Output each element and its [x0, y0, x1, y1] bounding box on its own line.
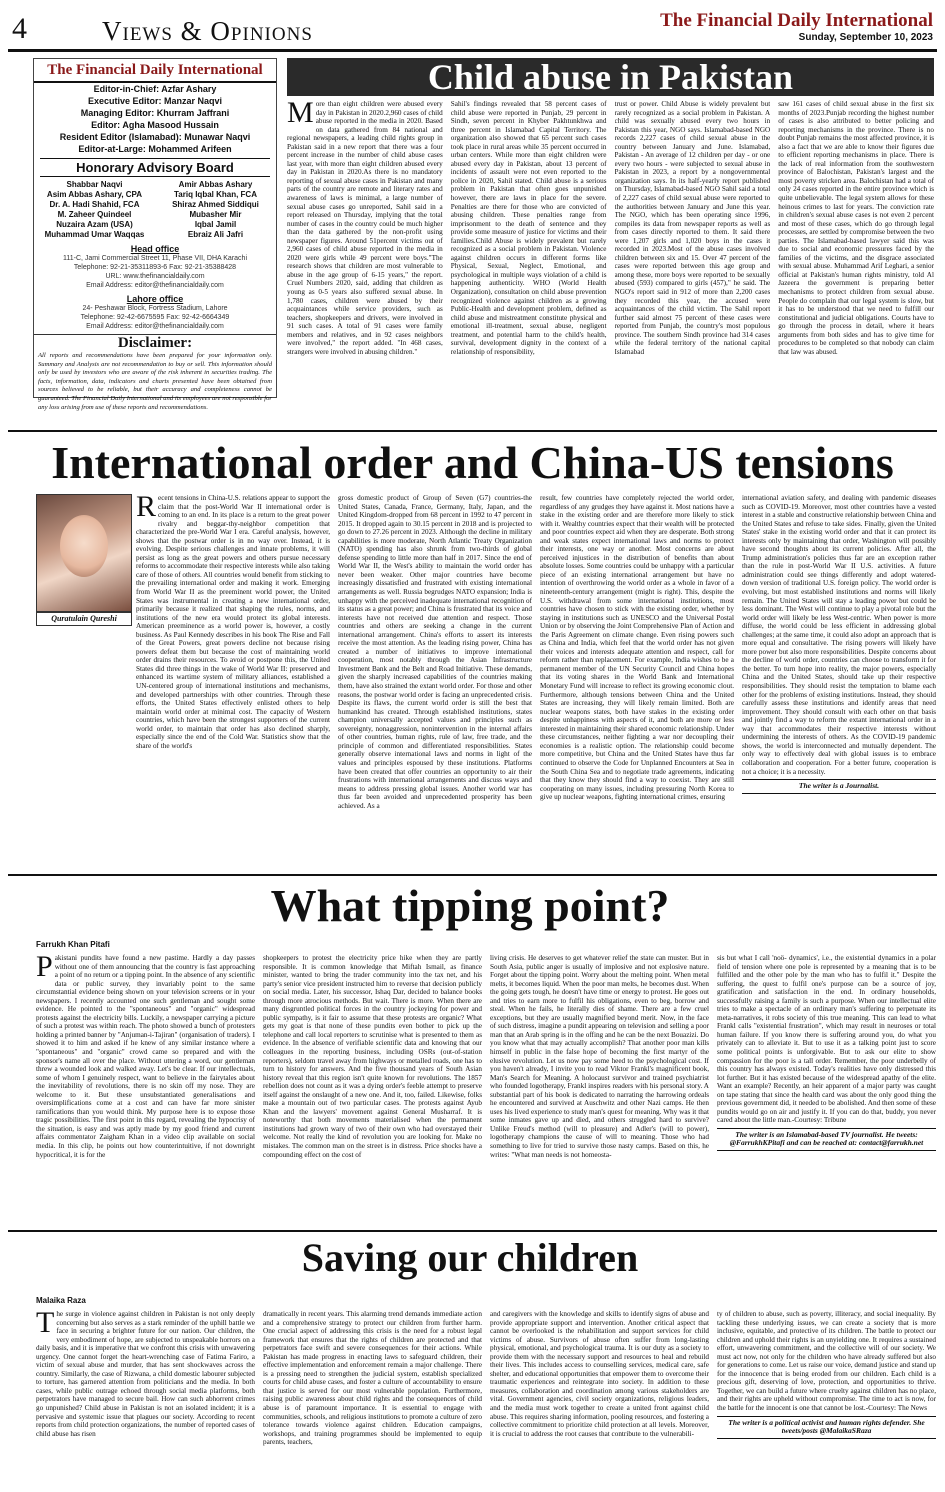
lahore-office-title: Lahore office [126, 294, 184, 304]
advisory-board-left [34, 180, 155, 240]
head-office-phone: Telephone: 92-21-35311893-6 Fax: 92-21-35388428 [73, 264, 237, 271]
board-member: Nuzaira Azam (USA) [56, 220, 133, 229]
staff-line: Editor-at-Large: Mohammed Arifeen [78, 144, 232, 154]
dropcap: M [287, 100, 314, 129]
board-member: Iqbal Jamil [194, 220, 237, 229]
board-member: Shabbar Naqvi [66, 180, 123, 189]
article2-col4-text: international aviation safety, and dealing with pandemic diseases such as COVID-19. Moreover, most other countries have a vested interest in a stable and constructive relationship between China and the United States and refuse to take sides. Finally, given the United States' stake in the existing world order and that it can protect its interests only by maintaining that order, Washington will possibly have second thoughts about its current policies. After all, the Trump administration's policies thus far are an exception rather than the rule in post-World War II U.S. activities. A future administration could see things differently and adopt watered-down version of traditional U.S. foreign policy. The world order is evolving, but most established institutions and norms will likely remain. The United States will stay a leading power but could be less dominant. The West will continue to play a pivotal role but the world order will likely be less West-centric. When power is more diffuse, the world could be less efficient in addressing global challenges; at the same time, it could also adopt an approach that is more equal and consultative. The rising powers will likely have more power but also more responsibilities. Despite concerns about the decline of world order, countries can choose to transform it for the better. To turn hope into reality, the major powers, especially China and the United States, should take up their respective responsibilities. They should resist the temptation to blame each other for the problems of existing institutions. Instead, they should carefully assess these institutions and identify areas that need improvement. They should consult with each other on that basis and jointly find a way to reform the extant international order in a way that accommodates their respective interests without undermining the interests of others. As the COVID-19 pandemic shows, the world is interconnected and mutually dependent. The only way to effectively deal with global issues is to embrace collaboration and cooperation. For a better future, cooperation is not a choice; it is a necessity. [742, 494, 936, 776]
article1-col2-text: Sahil's findings revealed that 58 percent cases of child abuse were reported in Punjab, 29 percent in Sindh, seven percent in Khyber Pakhtunkhwa and three percent in Islamabad Capital Territory. The organization also showed that 65 percent such cases took place in rural areas while 35 percent occurred in urban centers. While more than eight children were abused every day in Pakistan, about 13 percent of incidents of assault were not even reported to the police in 2020, Sahil stated. Child abuse is a serious problem in Pakistan that often goes unpunished however, there are laws in place for the severe. Penalties are there for those who are convicted of abusing children. These penalties range from imprisonment to the death of sentence and they provide some measure of justice for victims and their families.Child Abuse is widely prevalent but rarely recognized as a social problem in Pakistan. Violence against children occurs in different forms like Physical, Sexual, Neglect, Emotional, and psychological in multiple ways violation of a child is happening authenticity. WHO (World Health Organization), consultation on child abuse prevention recognized violence against children as a growing Public-Health and development problem, defined as child abuse and mistreatment constitute physical and emotional ill-treatment, sexual abuse, negligent treatment, and potential harm to the child's health, survival, development dignity in the context of a relationship of responsibility, [450, 100, 607, 356]
article3-column [717, 954, 936, 1226]
lahore-office-phone: Telephone: 92-42-6675595 Fax: 92-42-6664349 [80, 314, 230, 321]
writer-credit: The writer is a Journalist. [742, 779, 936, 794]
article3-col3-text: living crisis. He deserves to get whatever relief the state can muster. But in South Asia, public anger is usually of implosive and not explosive nature. Forget about the tipping point. Worry about the melting point. When metal melts, it becomes liquid. When the poor man melts, he becomes dust. When the going gets tough, he doesn't have time or energy to protest. He goes out and tries to earn more to fulfil his obligations, even to beg, borrow and steal. When he fails, he literally dies of shame. There are a few cruel exceptions, but they are usually magnified beyond merit. Now, in the face of such distress, imagine a pundit appearing on television and selling a poor man that an Arab spring is in the offing and he can be the next Bouazizi. Do you know what that may actually accomplish? That another poor man kills himself in public in the false hope of becoming the first martyr of the elusive revolution. Let us now pay some heed to the psychological cost. If you haven't already, I invite you to read Viktor Frankl's magnificent book, Man's Search for Meaning. A holocaust survivor and trained psychiatrist who founded logotherapy, Frankl inspires readers with his personal story. A substantial part of his book is dedicated to narrating the harrowing ordeals he encountered and survived at Auschwitz and other Nazi camps. He then uses his lived experience to study man's quest for meaning. Why was it that some inmates gave up and died, and others struggled hard to survive? Unlike Freud's method (will to pleasure) and Adler's (will to power), logotherapy champions the cause of will to meaning. Those who had something to live for tried to survive those nasty camps. Based on this, he writes: "What man needs is not homeosta- [490, 954, 709, 1159]
dropcap: P [36, 954, 53, 983]
board-member: Amir Abbas Ashary [178, 180, 253, 189]
article1-col3-text: trust or power. Child Abuse is widely prevalent but rarely recognized as a social problem in Pakistan. A child was sexually abused every two hours in Pakistan this year, NGO says. Islamabad-based NGO records 2,227 cases of child sexual abuse in the country between January and June. Islamabad, Pakistan - An average of 12 children per day - or one every two hours - were subjected to sexual abuse in Pakistan in 2023, a report by a nongovernmental organization says. In its half-yearly report published on Thursday, Islamabad-based NGO Sahil said a total of 2,227 cases of child sexual abuse were reported to the authorities between January and June this year. The NGO, which has been operating since 1996, compiles its data from newspaper reports as well as from cases directly reported to them. It said there were 1,207 girls and 1,020 boys in the cases it recorded in 2023.Most of the abuse cases involved children between six and 15. Over 47 percent of the cases were reported between this age group and among these, more boys were reported to be sexually abused (593) compared to girls (457)," he said. The NGO's report said in 912 of more than 2,200 cases they recorded this year, the accused were acquaintances of the child victim. The Sahil report further said almost 75 percent of these cases were reported from Punjab, the country's most populous province. The southern Sindh province had 314 cases while the federal territory of the national capital Islamabad [614, 100, 771, 356]
staff-line: Editor-in-Chief: Azfar Ashary [93, 84, 217, 94]
section-divider [8, 430, 937, 432]
masthead-title: The Financial Daily International [34, 59, 276, 83]
article4-column [717, 1310, 936, 1486]
head-office-address: 111-C, Jami Commercial Street 11, Phase VII, DHA Karachi [62, 255, 247, 262]
article2-headline: International order and China-US tensions [51, 437, 894, 488]
article3-headline: What tipping point? [270, 880, 670, 931]
article2-column [742, 494, 936, 868]
board-member: Muhammad Umar Waqqas [44, 230, 145, 239]
article1-column [778, 100, 934, 426]
disclaimer-text: All reports and recommendations have been prepared for your information only. Summary and Analysis are not recommendation to buy or sell. This information should only be used by investors who are aware of the risk inherent in securities trading. The facts, information, data, indicators and charts presented have been obtained from sources believed to be reliable, but their accuracy and completeness cannot be guaranteed. The Financial Daily International and its employees are not responsible for any loss arising from use of these reports and recommendations. [38, 352, 272, 411]
board-member: Tariq Iqbal Khan, FCA [174, 190, 257, 199]
dropcap: R [136, 494, 157, 523]
article1-body [287, 100, 934, 426]
article4-col1-text: he surge in violence against children in Pakistan is not only deeply concerning but also serves as a stark reminder of the uphill battle we face in securing a brighter future for our nation. Our children, the very embodiment of hope, are subjected to unspeakable horrors on a daily basis, and it is imperative that we confront this crisis with unwavering urgency. One cannot forget the heart-wrenching case of Fatima Fariro, a victim of sexual abuse and murder, that has sent shockwaves across the country. Similarly, the case of Rizwana, a child domestic labourer subjected to torture, has garnered attention from politicians and the media. In both cases, while public outrage echoed through social media platforms, both perpetrators have managed to secure bail. How can such abhorrent crimes go unpunished? Child abuse in Pakistan is not an isolated incident; it is a pervasive and systemic issue that plagues our society. According to recent reports from child protection organizations, the number of reported cases of child abuse has risen [36, 1310, 255, 1438]
article2-col1-text: ecent tensions in China-U.S. relations appear to support the claim that the post-World War II international order is coming to an end. In its place is a return to the great power rivalry and beggar-thy-neighbor competition that characterized the pre-World War I era. Careful analysis, however, shows that the postwar order is in no way over. Instead, it is evolving. Despite serious challenges and innate problems, it will persist as long as the great powers and others pursue necessary reforms to accommodate their respective interests while also taking care of those of others. All countries would benefit from sticking to the prevailing international order and making it work. Emerging from World War II as the preeminent world power, the United States was instrumental in creating a new international order, primarily because it realized that shaping the rules, norms, and institutions of the new era would protect its global interests. American preeminence as a world power is, however, a costly business. As Paul Kennedy describes in his book The Rise and Fall of the Great Powers, great powers decline not because rising powers defeat them but because the cost of maintaining world order drains their resources. To avoid or postpone this, the United States did three things in the wake of World War II: preserved and enhanced its wartime system of military alliances, established a UN-centered group of international institutions and mechanisms, and developed partnerships with other countries. Through these efforts, the United States effectively enlisted others to help maintain world order at minimal cost. The capacity of Western countries, which have been the strongest supporters of the current world order, to maintain that order has also declined sharply, especially since the end of the Cold War. Statistics show that the share of the world's [136, 494, 330, 750]
author-caption: Quratulain Qureshi [36, 612, 132, 626]
article3-byline: Farrukh Khan Pitafi [36, 940, 110, 949]
staff-line: Executive Editor: Manzar Naqvi [87, 96, 223, 106]
board-member: Ebraiz Ali Jafri [187, 230, 244, 239]
advisory-board [34, 180, 276, 240]
advisory-board-title: Honorary Advisory Board [40, 158, 270, 177]
staff-line: Editor: Agha Masood Hussain [91, 120, 219, 130]
article4-headline: Saving our children [301, 1235, 639, 1280]
board-member: Mubasher Mir [189, 210, 242, 219]
page-number: 4 [12, 12, 27, 45]
masthead-box [33, 58, 277, 411]
board-member: Shiraz Ahmed Siddiqui [172, 200, 259, 209]
section-divider [8, 874, 937, 876]
article3-col4-text: sis but what I call 'noö- dynamics', i.e., the existential dynamics in a polar field of tension where one pole is represented by a meaning that is to be fulfilled and the other pole by the man who has to fulfil it." Despite the suffering, the quest to fulfil one's purpose can be a source of joy, gratification and satisfaction in the end. In ordinary households, successfully raising a family is such a purpose. When our intellectual elite tries to make a spectacle of an ordinary man's suffering to perpetuate its meta-narratives, it robs society of this true meaning. This can lead to what Frankl calls "existential frustration", which may result in neuroses or total human failure. If you know there is suffering around you, do what you privately can to alleviate it. But to use it as a talking point just to score some political points is unforgivable. But to ask our elite to show compassion for the poor is a tall order. Remember, the poor underbelly of this country has always existed. Today's realities have only distressed this lot further. But it has existed because of the widespread apathy of the elite. Want an example? Recently, an heir apparent of a major party was caught on tape stating that since the health card was about the only good thing the previous government did, it needed to be abolished. And then some of these pundits would go on air and justify it. If you can do that, buddy, you never cared about the little man.-Courtesy: Tribune [717, 954, 936, 1125]
article4-body [36, 1310, 936, 1486]
article1-headline: Child abuse in Pakistan [427, 57, 794, 97]
dropcap: T [36, 1310, 55, 1339]
staff-line: Resident Editor (Islamabad): Munawar Naqvi [59, 132, 251, 142]
staff-line: Managing Editor: Khurram Jaffrani [80, 108, 230, 118]
paper-name: The Financial Daily International [660, 10, 933, 31]
article2-col2-text: gross domestic product of Group of Seven (G7) countries-the United States, Canada, France, Germany, Italy, Japan, and the United Kingdom-dropped from 68 percent in 1992 to 47 percent in 2015. It dropped again to 30.15 percent in 2018 and is projected to go down to 27.26 percent in 2023. Although the decline in military capabilities is more moderate, North Atlantic Treaty Organization (NATO) spending has also shrunk from two-thirds of global defense spending to little more than half in 2017. Since the end of World War II, the West's ability to maintain the world order has never been weaker. Other major countries have become increasingly dissatisfied and frustrated with existing international arrangements as well. Russia begrudges NATO expansion; India is unhappy with the perceived inadequate international recognition of its status as a great power; and China is frustrated that its voice and interests have not received due attention and respect. Those countries and others are seeking a change in the current international arrangement. China's efforts to assert its interests receive the most attention. As the leading rising power, China has created a number of initiatives to improve international cooperation, most notably through the Asian Infrastructure Investment Bank and the Belt and Road Initiative. These demands, given the sharply increased capabilities of the countries making them, have also strained the extant world order. For those and other reasons, the postwar world order is facing an unprecedented crisis. Despite its flaws, the current world order is still the best that humankind has created. Through established institutions, states champion universally accepted values and principles such as sovereignty, nonaggression, nonintervention in the internal affairs of other countries, human rights, rule of law, free trade, and the principle of common and differentiated responsibilities. States generally observe international laws and norms in light of the values and principles espoused by these institutions. Platforms have been created that offer countries an opportunity to air their frustrations with international arrangements and discuss ways and means to address pressing global issues. Another world war has thus far been avoided and unprecedented prosperity has been achieved. As a [338, 494, 532, 810]
article2-column [540, 494, 734, 868]
board-member: Dr. A. Hadi Shahid, FCA [49, 200, 140, 209]
writer-credit: The writer is a political activist and human rights defender. She tweets/posts @MalaikaSRaza [717, 1416, 936, 1439]
head-office-email[interactable]: Email Address: editor@thefinancialdaily.com [86, 282, 224, 289]
article1-col1-text: ore than eight children were abused every day in Pakistan in 2020.2,960 cases of child abuse reported in the media in 2020. Based on data gathered from 84 national and regional newspapers, a leading child rights group in Pakistan said in a new report that there was a four percent increase in the number of child abuse cases last year, with more than eight children abused every day in Pakistan in 2020.As there is no mandatory reporting of sexual abuse cases in Pakistan and many parts of the country are remote and literary rates and awareness of laws is minimal, a large number of sexual abuse cases go unreported, Sahil said in a report released on Thursday, implying that the total number of cases in the country could be much higher than the data gathered by the non-profit using newspaper figures. Around 51percent victims out of 2,960 cases of child abuse reported in the media in 2020 were girls while 49 percent were boys."The research shows that children are most vulnerable to abuse in the age group of 6-15 years," the report. Cruel Numbers 2020, said, adding that children as young as 0-5 years also suffered sexual abuse. In 1,780 cases, children were abused by their acquaintances while service providers, such as teachers, shopkeepers and drivers, were involved in 91 such cases. A total of 91 cases were family members and relatives, and in 92 cases neighbors were involved," the report added. "In 468 cases, strangers were involved in abusing children." [287, 100, 443, 356]
head-office-title: Head office [130, 244, 180, 254]
article3-column [36, 954, 255, 1226]
header-rule [8, 49, 937, 52]
article2-body [36, 494, 936, 868]
article1-column [451, 100, 607, 426]
board-member: Asim Abbas Ashary, CPA [46, 190, 143, 199]
section-title: Views & Opinions [102, 16, 313, 46]
head-office-url[interactable]: URL: www.thefinancialdaily.com [105, 273, 205, 280]
article3-col1-text: akistani pundits have found a new pastime. Hardly a day passes without one of them announcing that the country is fast approaching a point of no return or a tipping point. In the absence of any scientific data or public survey, they invariably point to the same circumstantial evidence being shown on your television screens or in your newspapers. I recently accounted one such gentleman and sought some evidence. He pointed to the "spontaneous" and "organic" widespread protests against the electricity bills. Luckily, a newspaper carrying a picture of such a protest was within reach. The photo showed a bunch of protesters holding a printed banner by "Anjuman-i-Tajiran" (organisation of traders). I showed it to him and asked if he knew of any similar instance where a "spontaneous" and "organic" crowd came so prepared and with the sponsor's name all over the place. Without uttering a word, our gentleman threw a wounded look and walked away. Let's be clear. If our intellectuals, some of whom I genuinely respect, want to believe in the fairytales about the inevitability of revolutions, there is no skin off my nose. They are welcome to it. But these unsubstantiated generalisations and oversimplifications come at a cost and can have far more sinister ramifications than you would think. My purpose here is to expose those tragic possibilities. The first point in this regard, revealing the hypocrisy of the situation, is easy and was aptly made by my good friend and current affairs commentator Zaigham Khan in a video clip available on social media. In this clip, he points out how counterintuitive, if not downright hypocritical, it is for the [36, 954, 255, 1159]
article4-column [263, 1310, 482, 1486]
article4-col4-text: ty of children to abuse, such as poverty, illiteracy, and social inequality. By tackling these underlying issues, we can create a society that is more inclusive, equitable, and protective of its children. The battle to protect our children and uphold their rights is an unyielding one. It requires a sustained effort, unwavering commitment, and the collective will of our society. We must act now, not only for the children who have already suffered but also for generations to come. Let us raise our voice, demand justice and stand up for the innocence that is being eroded from our children. Each child is a precious gift, deserving of love, protection, and opportunities to thrive. Together, we can build a future where cruelty against children has no place, and their rights are upheld without compromise. The time to act is now, for the battle for the innocent is one that cannot be lost.-Courtesy: The News [717, 1310, 936, 1413]
disclaimer-title: Disclaimer: [34, 334, 276, 352]
article3-column [263, 954, 482, 1226]
article4-col2-text: dramatically in recent years. This alarming trend demands immediate action and a comprehensive strategy to protect our children from further harm. One crucial aspect of addressing this crisis is the need for a robust legal framework that ensures that the rights of children are protected and that perpetrators face swift and severe consequences for their actions. While Pakistan has made progress in enacting laws to safeguard children, their effective implementation and enforcement remain a major challenge. There is a pressing need to strengthen the judicial system, establish specialized courts for child abuse cases, and foster a culture of accountability to ensure that justice is served for our most vulnerable population. Furthermore, raising public awareness about child rights and the consequences of child abuse is of paramount importance. It is essential to engage with communities, schools, and religious institutions to promote a culture of zero tolerance towards violence against children. Education campaigns, workshops, and training programmes should be implemented to equip parents, teachers, [263, 1310, 482, 1447]
writer-credit: The writer is an Islamabad-based TV journalist. He tweets: @FarrukhKPitafi and can be reached at: contact@farrukh.net [717, 1128, 936, 1151]
publication-date: Sunday, September 10, 2023 [798, 32, 933, 43]
article4-column [36, 1310, 255, 1486]
article2-col3-text: result, few countries have completely rejected the world order, regardless of any grudges they have against it. Most nations have a stake in the existing order and are therefore more likely to stick with it. Wealthy countries expect that their wealth will be protected and poor countries expect aid when they are desperate. Both strong and weak states expect international laws and norms to protect their interests, one way or another. Most concerns are about perceived injustices in the distribution of benefits than about absolute losses. Some countries could be unhappy with a particular piece of an existing international arrangement but have no intention of overthrowing the world order as a whole in favor of a nineteenth-century arrangement (might is right). This, despite the U.S. withdrawal from some international institutions, most countries have chosen to stick with the existing order, whether by staying in institutions such as UNESCO and the Universal Postal Union or by observing the Joint Comprehensive Plan of Action and the Paris Agreement on climate change. Even rising powers such as China and India, which feel that the world order has not given their voices and interests adequate attention and respect, call for reform rather than replacement. For example, India wishes to be a permanent member of the UN Security Council and China hopes that its voting shares in the World Bank and International Monetary Fund will increase to reflect its growing economic clout. Furthermore, although tensions between China and the United States are increasing, they will likely remain limited. Both are nuclear weapons states, both have stakes in the existing order despite unhappiness with aspects of it, and both are more or less interested in maintaining their shared economic relationship. Under these circumstances, neither fighting a war nor decoupling their economies is a realistic option. The relationship could become more competitive, but China and the United States have thus far continued to observe the Code for Unplanned Encounters at Sea in the South China Sea and to negotiate trade agreements, indicating that they know they should find a way to coexist. They are still cooperating on many issues, including pressuring North Korea to give up nuclear weapons, fighting international crimes, ensuring [540, 494, 734, 802]
article1-col4-text: saw 161 cases of child sexual abuse in the first six months of 2023.Punjab recording the highest number of cases is also attributed to better policing and reporting mechanisms in the province. There is no doubt Punjab remains the most affected province, it is also a fact that we are able to know their figures due to efficient reporting mechanisms in place. There is the lack of real information from the southwestern province of Balochistan, Pakistan's largest and the most poverty stricken area. Balochistan had a total of only 24 cases reported in the entire province which is quite unbelievable. The legal system allows for these heinous crimes to last for years. The conviction rate in children's sexual abuse cases is not even 2 percent and most of these cases, which do go through legal processes, are settled by compromise between the two parties. The Islamabad-based lawyer said this was due to social and economic pressures faced by the families of the victims, and the disgrace associated with sexual abuse. Muhammad Arif Leghari, a senior official at Pakistan's human rights ministry, told Al Jazeera the government is preparing better mechanisms to protect children from sexual abuse. People do complain that our legal system is slow, but it has to be understood that we need to fulfill our constitutional and judicial obligations. Courts have to go through the process in detail, where it hears arguments from both sides and has to give time for procedures to be completed so that nobody can claim that law was abused. [778, 100, 934, 356]
lahore-office-address: 24- Peshawar Block, Fortress Stadium, Lahore [82, 305, 228, 312]
article1-column [287, 100, 443, 426]
advisory-board-right [155, 180, 276, 240]
lahore-office-email[interactable]: Email Address: editor@thefinancialdaily.com [86, 323, 224, 330]
board-member: M. Zaheer Quindeel [57, 210, 132, 219]
section-divider [8, 1230, 937, 1232]
staff-list [34, 83, 276, 155]
article3-body [36, 954, 936, 1226]
article4-byline: Malaika Raza [36, 1296, 86, 1305]
article3-col2-text: shopkeepers to protest the electricity price hike when they are partly responsible. It is common knowledge that Miftah Ismail, as finance minister, wanted to bring the trader community into the tax net, and his party's senior vice president instructed him to reverse that decision publicly on social media. Later, his successor, Ishaq Dar, decided to balance books through more atrocious methods. But wait. There is more. When there are many disgruntled political forces in the country jockeying for power and public sympathy, is it fair to assume that these protests are organic? What gets my goat is that none of these pundits even bother to pick up the telephone and call local reporters to scrutinise what is presented to them as evidence. In the absence of verifiable scientific data and knowing that our colleagues in the reporting business, including OSRs (out-of-station reporters), seldom travel away from highways or metalled roads, one has to turn to history for answers. And the five thousand years of South Asian history reveal that this region isn't quite known for revolutions. The 1857 rebellion does not count as it was a dying order's feeble attempt to preserve itself against the onslaught of a new one. And it, too, failed. Likewise, folks make a mountain out of two particular cases. The protests against Ayub Khan and the lawyers' movement against General Musharraf. It is noteworthy that both movements materialised when the permanent institutions had grown wary of two of their own who had overstayed their welcome. Not really the kind of revolution you are looking for. Make no mistakes. The common man on the street is in distress. Price shocks have a compounding effect on the cost of [263, 954, 482, 1159]
article2-column [338, 494, 532, 868]
article4-column [490, 1310, 709, 1486]
article2-column [36, 494, 330, 868]
article1-column [615, 100, 771, 426]
article4-col3-text: and caregivers with the knowledge and skills to identify signs of abuse and provide appropriate support and intervention. Another critical aspect that cannot be overlooked is the rehabilitation and support services for child victims of abuse. Survivors of abuse often suffer from long-lasting physical, emotional, and psychological trauma. It is our duty as a society to provide them with the necessary support and resources to heal and rebuild their lives. This includes access to counselling services, medical care, safe shelter, and educational opportunities that empower them to overcome their traumatic experiences and reintegrate into society. In addition to these measures, collaboration and coordination among various stakeholders are vital. Government agencies, civil society organizations, religious leaders, and the media must work together to create a united front against child abuse. This requires sharing information, pooling resources, and fostering a collective commitment to prioritize child protection at all levels. Moreover, it is crucial to address the root causes that contribute to the vulnerabili- [490, 1310, 709, 1438]
article3-column [490, 954, 709, 1226]
